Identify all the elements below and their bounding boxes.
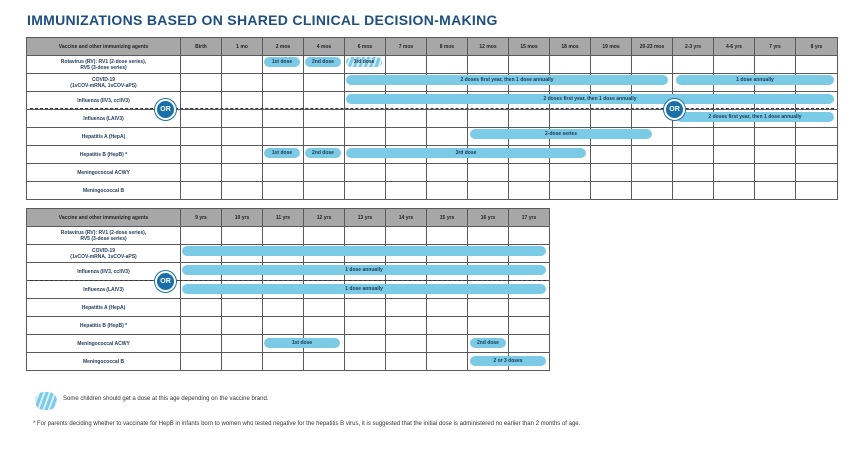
schedule-cell: [345, 227, 386, 245]
vaccine-label: Hepatitis A (HepA): [27, 128, 181, 146]
schedule-cell: [345, 335, 386, 353]
age-header: 11 yrs: [263, 209, 304, 227]
schedule-cell: [591, 182, 632, 200]
schedule-cell: [222, 335, 263, 353]
schedule-cell: [181, 92, 222, 110]
schedule-cell: [386, 335, 427, 353]
schedule-cell: [386, 110, 427, 128]
schedule-cell: [509, 164, 550, 182]
table-header-row: [27, 209, 550, 227]
schedule-cell: [263, 182, 304, 200]
age-header: 18 mos: [550, 38, 591, 56]
table-row: [27, 227, 550, 245]
schedule-cell: [386, 128, 427, 146]
age-header: 12 yrs: [304, 209, 345, 227]
age-header: 2-3 yrs: [673, 38, 714, 56]
age-header: 7 yrs: [755, 38, 796, 56]
age-header: 9 yrs: [181, 209, 222, 227]
schedule-cell: [509, 56, 550, 74]
schedule-cell: [591, 164, 632, 182]
schedule-cell: [181, 182, 222, 200]
schedule-cell: [345, 182, 386, 200]
menb-bar: 2 or 3 doses: [470, 356, 546, 366]
hepa-bar: 2-dose series: [470, 129, 652, 139]
schedule-cell: [181, 299, 222, 317]
schedule-cell: [263, 128, 304, 146]
schedule-cell: [222, 56, 263, 74]
schedule-cell: [796, 164, 838, 182]
schedule-cell: [427, 299, 468, 317]
vaccine-label: Rotavirus (RV): RV1 (2-dose series), RV5 (3-dose series): [27, 56, 181, 74]
schedule-cell: [181, 317, 222, 335]
schedule-cell: [509, 317, 550, 335]
schedule-cell: [386, 353, 427, 371]
rv-2nd-dose-bar: 2nd dose: [305, 57, 341, 67]
covid-annual-bar: 1 dose annually: [676, 75, 834, 85]
vaccine-label: Meningococcal ACWY: [27, 164, 181, 182]
page-title: IMMUNIZATIONS BASED ON SHARED CLINICAL DECISION-MAKING: [27, 12, 498, 28]
age-header: 20-23 mos: [632, 38, 673, 56]
schedule-cell: [181, 335, 222, 353]
schedule-cell: [263, 299, 304, 317]
age-header: 15 yrs: [427, 209, 468, 227]
schedule-cell: [632, 164, 673, 182]
schedule-cell: [263, 227, 304, 245]
age-header: 10 yrs: [222, 209, 263, 227]
schedule-cell: [509, 182, 550, 200]
schedule-cell: [304, 164, 345, 182]
schedule-cell: [386, 299, 427, 317]
rv-3rd-dose-bar: 3rd dose: [346, 57, 382, 67]
flu-iiv-bar: 1 dose annually: [182, 265, 546, 275]
schedule-cell: [263, 92, 304, 110]
influenza-divider: [30, 280, 546, 281]
schedule-cell: [468, 317, 509, 335]
schedule-cell: [468, 164, 509, 182]
schedule-cell: [304, 128, 345, 146]
hepb-3rd-dose-bar: 3rd dose: [346, 148, 586, 158]
age-header: 8 mos: [427, 38, 468, 56]
table-row: [27, 299, 550, 317]
schedule-cell: [591, 56, 632, 74]
table-header-row: [27, 38, 838, 56]
schedule-cell: [181, 146, 222, 164]
schedule-cell: [181, 110, 222, 128]
schedule-cell: [181, 227, 222, 245]
schedule-cell: [427, 164, 468, 182]
schedule-cell: [222, 92, 263, 110]
schedule-cell: [222, 74, 263, 92]
schedule-cell: [427, 56, 468, 74]
schedule-cell: [181, 74, 222, 92]
schedule-cell: [304, 317, 345, 335]
schedule-cell: [222, 110, 263, 128]
schedule-cell: [181, 128, 222, 146]
age-header: 13 yrs: [345, 209, 386, 227]
schedule-cell: [550, 110, 591, 128]
hepb-2nd-dose-bar: 2nd dose: [305, 148, 341, 158]
schedule-cell: [181, 164, 222, 182]
schedule-cell: [755, 146, 796, 164]
schedule-cell: [222, 128, 263, 146]
vaccine-label: Meningococcal B: [27, 353, 181, 371]
schedule-cell: [222, 227, 263, 245]
header-label: Vaccine and other immunizing agents: [27, 209, 181, 227]
schedule-cell: [427, 335, 468, 353]
vaccine-label: Hepatitis B (HepB) *: [27, 317, 181, 335]
schedule-cell: [796, 128, 838, 146]
schedule-cell: [222, 164, 263, 182]
schedule-cell: [304, 182, 345, 200]
schedule-cell: [714, 56, 755, 74]
influenza-divider: [30, 108, 834, 109]
schedule-cell: [550, 164, 591, 182]
flu-laiv-bar: 1 dose annually: [182, 284, 546, 294]
schedule-cell: [427, 128, 468, 146]
schedule-cell: [386, 164, 427, 182]
schedule-cell: [345, 353, 386, 371]
schedule-cell: [755, 56, 796, 74]
age-header: 12 mos: [468, 38, 509, 56]
schedule-cell: [509, 299, 550, 317]
schedule-cell: [304, 92, 345, 110]
age-header: 6 mos: [345, 38, 386, 56]
schedule-cell: [632, 146, 673, 164]
schedule-cell: [673, 146, 714, 164]
schedule-cell: [345, 110, 386, 128]
schedule-cell: [509, 227, 550, 245]
schedule-cell: [427, 182, 468, 200]
schedule-cell: [181, 353, 222, 371]
schedule-cell: [468, 110, 509, 128]
vaccine-label: COVID-19 (1vCOV-mRNA, 1vCOV-aPS): [27, 74, 181, 92]
flu-laiv-bar: 2 doses first year, then 1 dose annually: [676, 112, 834, 122]
vaccine-label: Hepatitis B (HepB) *: [27, 146, 181, 164]
schedule-cell: [427, 110, 468, 128]
schedule-cell: [386, 56, 427, 74]
schedule-cell: [386, 317, 427, 335]
vaccine-label: Influenza (IIV3, ccIIV3): [27, 92, 181, 110]
schedule-cell: [468, 299, 509, 317]
schedule-cell: [222, 299, 263, 317]
schedule-cell: [345, 317, 386, 335]
schedule-cell: [796, 146, 838, 164]
schedule-cell: [304, 299, 345, 317]
or-badge: OR: [155, 271, 176, 292]
schedule-cell: [386, 182, 427, 200]
schedule-cell: [263, 74, 304, 92]
or-badge: OR: [664, 99, 685, 120]
schedule-cell: [796, 182, 838, 200]
vaccine-label: COVID-19 (1vCOV-mRNA, 1vCOV-aPS): [27, 245, 181, 263]
schedule-cell: [345, 164, 386, 182]
schedule-cell: [222, 182, 263, 200]
vaccine-label: Influenza (IIV3, ccIIV3): [27, 263, 181, 281]
table-row: [27, 164, 838, 182]
legend-text: Some children should get a dose at this age depending on the vaccine brand.: [63, 396, 269, 402]
schedule-cell: [427, 317, 468, 335]
schedule-cell: [550, 182, 591, 200]
schedule-cell: [304, 353, 345, 371]
covid-bar: [182, 246, 546, 256]
age-header: 4 mos: [304, 38, 345, 56]
schedule-cell: [304, 110, 345, 128]
header-label: Vaccine and other immunizing agents: [27, 38, 181, 56]
schedule-cell: [714, 128, 755, 146]
schedule-cell: [632, 182, 673, 200]
schedule-cell: [468, 227, 509, 245]
schedule-cell: [263, 353, 304, 371]
schedule-cell: [427, 353, 468, 371]
hepb-1st-dose-bar: 1st dose: [264, 148, 300, 158]
schedule-cell: [181, 56, 222, 74]
schedule-cell: [345, 299, 386, 317]
schedule-cell: [468, 56, 509, 74]
table-row: [27, 128, 838, 146]
age-header: 17 yrs: [509, 209, 550, 227]
schedule-cell: [222, 317, 263, 335]
age-header: Birth: [181, 38, 222, 56]
schedule-cell: [263, 110, 304, 128]
schedule-cell: [714, 146, 755, 164]
schedule-cell: [755, 182, 796, 200]
table-row: [27, 317, 550, 335]
schedule-cell: [714, 164, 755, 182]
vaccine-label: Hepatitis A (HepA): [27, 299, 181, 317]
covid-first-year-bar: 2 doses first year, then 1 dose annually: [346, 75, 668, 85]
schedule-cell: [796, 56, 838, 74]
table-row: [27, 182, 838, 200]
schedule-cell: [263, 164, 304, 182]
schedule-cell: [673, 182, 714, 200]
schedule-cell: [345, 128, 386, 146]
table-row: [27, 56, 838, 74]
schedule-cell: [263, 317, 304, 335]
schedule-cell: [591, 146, 632, 164]
age-header: 7 mos: [386, 38, 427, 56]
schedule-cell: [591, 110, 632, 128]
schedule-cell: [304, 227, 345, 245]
flu-iiv-bar: 2 doses first year, then 1 dose annually: [346, 94, 834, 104]
age-header: 19 mos: [591, 38, 632, 56]
schedule-cell: [673, 56, 714, 74]
rv-1st-dose-bar: 1st dose: [264, 57, 300, 67]
or-badge: OR: [155, 99, 176, 120]
schedule-cell: [222, 353, 263, 371]
schedule-cell: [755, 164, 796, 182]
vaccine-label: Influenza (LAIV3): [27, 110, 181, 128]
age-header: 15 mos: [509, 38, 550, 56]
schedule-cell: [673, 164, 714, 182]
vaccine-label: Meningococcal ACWY: [27, 335, 181, 353]
age-header: 14 yrs: [386, 209, 427, 227]
schedule-cell: [304, 74, 345, 92]
schedule-cell: [468, 182, 509, 200]
schedule-cell: [222, 146, 263, 164]
striped-legend-icon: [35, 392, 57, 410]
footnote: * For parents deciding whether to vaccinate for HepB in infants born to women who tested negative for the hepatitis B virus, it is suggested that the initial dose is administered no earlier than 2 months of age.: [33, 421, 581, 427]
schedule-cell: [550, 56, 591, 74]
schedule-cell: [386, 227, 427, 245]
schedule-cell: [632, 56, 673, 74]
schedule-cell: [509, 335, 550, 353]
age-header: 1 mo: [222, 38, 263, 56]
age-header: 4-6 yrs: [714, 38, 755, 56]
schedule-cell: [714, 182, 755, 200]
schedule-cell: [673, 128, 714, 146]
vaccine-label: Meningococcal B: [27, 182, 181, 200]
age-header: 2 mos: [263, 38, 304, 56]
schedule-cell: [755, 128, 796, 146]
vaccine-label: Rotavirus (RV): RV1 (2-dose series), RV5 (3-dose series): [27, 227, 181, 245]
schedule-cell: [509, 110, 550, 128]
age-header: 16 yrs: [468, 209, 509, 227]
menacwy-1st-dose-bar: 1st dose: [264, 338, 340, 348]
menacwy-2nd-dose-bar: 2nd dose: [470, 338, 506, 348]
age-header: 8 yrs: [796, 38, 838, 56]
vaccine-label: Influenza (LAIV3): [27, 281, 181, 299]
schedule-cell: [427, 227, 468, 245]
